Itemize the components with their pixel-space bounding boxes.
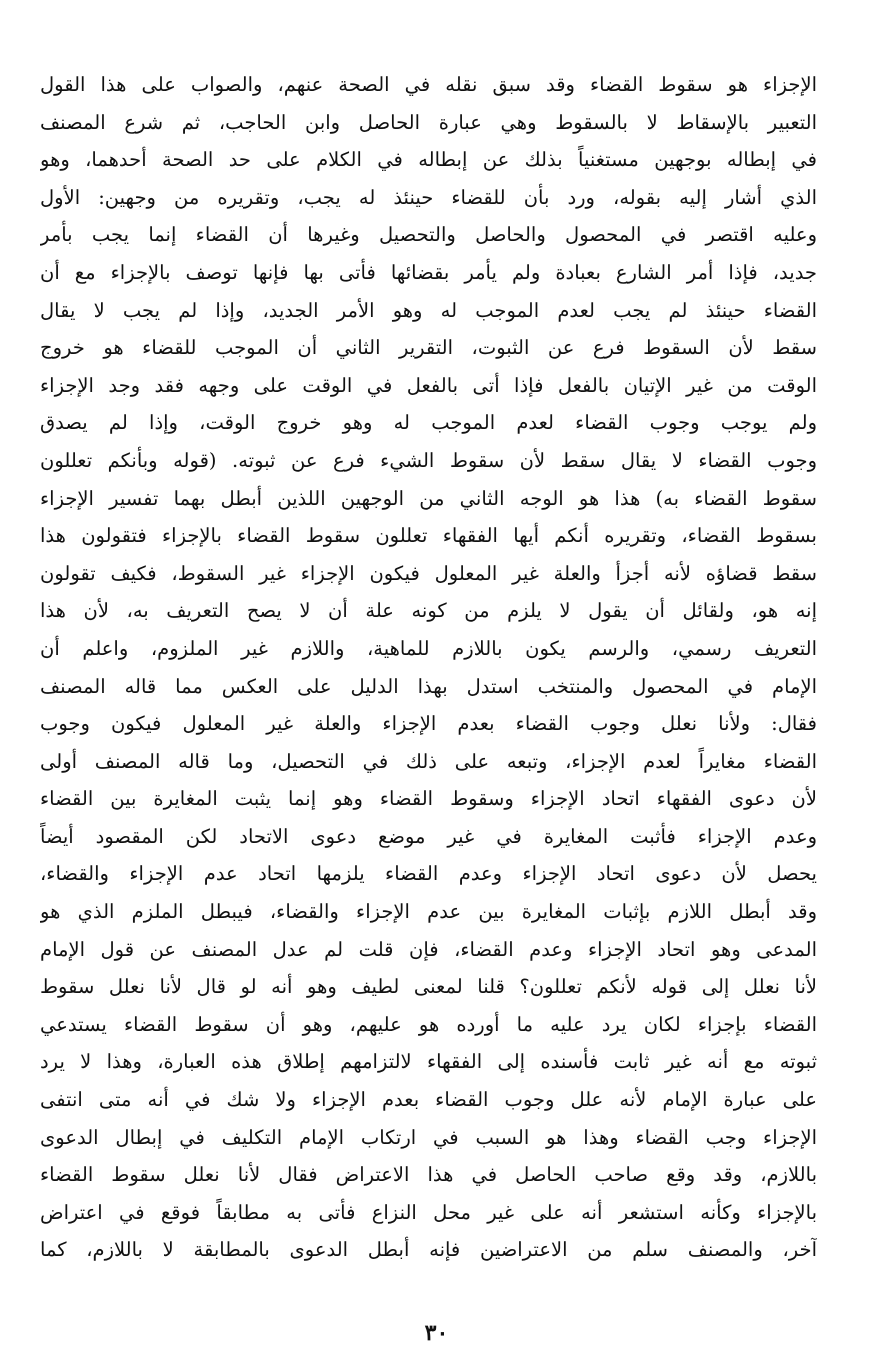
text-line: الإجزاء وجب القضاء وهذا هو السبب في ارتكاب الإمام التكليف في إبطال الدعوى (40, 1125, 817, 1149)
text-line: يحصل لأن دعوى اتحاد الإجزاء وعدم القضاء يلزمها اتحاد عدم الإجزاء والقضاء، (40, 862, 817, 886)
page-body (40, 66, 817, 1269)
text-line: إنه هو، ولقائل أن يقول لا يلزم من كونه علة أن لا يصح التعريف به، لأن هذا (40, 599, 817, 623)
text-line: سقط قضاؤه لأنه أجزأ والعلة غير المعلول فيكون الإجزاء غير السقوط، فكيف تقولون (40, 561, 817, 585)
text-line: وقد أبطل اللازم بإثبات المغايرة بين عدم الإجزاء والقضاء، فيبطل الملزم الذي هو (40, 900, 817, 924)
text-line: المدعى وهو اتحاد الإجزاء وعدم القضاء، فإن قلت لم عدل المصنف عن قول الإمام (40, 937, 817, 961)
text-line: على عبارة الإمام لأنه علل وجوب القضاء بعدم الإجزاء ولا شك في أنه متى انتفى (40, 1088, 817, 1112)
text-line: جديد، فإذا أمر الشارع بعبادة ولم يأمر بقضائها فأتى بها فإنها توصف بالإجزاء مع أن (40, 260, 817, 284)
text-line: في إبطاله بوجهين مستغنياً بذلك عن إبطاله في الكلام على حد الصحة أحدهما، وهو (40, 148, 817, 172)
page-number: ٣٠ (424, 1320, 449, 1346)
text-line: آخر، والمصنف سلم من الاعتراضين فإنه أبطل الدعوى بالمطابقة لا باللازم، كما (40, 1238, 817, 1262)
text-line: ثبوته مع أنه غير ثابت فأسنده إلى الفقهاء لالتزامهم إطلاق هذه العبارة، وهذا لا يرد (40, 1050, 817, 1074)
text-line: القضاء مغايراً لعدم الإجزاء، وتبعه على ذلك في التحصيل، وما قاله المصنف أولى (40, 749, 817, 773)
text-line: القضاء بإجزاء لكان يرد عليه ما أورده هو عليهم، وهو أن سقوط القضاء يستدعي (40, 1012, 817, 1036)
text-line: باللازم، وقد وقع صاحب الحاصل في هذا الاعتراض فقال لأنا نعلل سقوط القضاء (40, 1163, 817, 1187)
text-line: بالإجزاء وكأنه استشعر أنه على غير محل النزاع فأتى به مطابقاً فوقع في اعتراض (40, 1200, 817, 1224)
text-line: وجوب القضاء لا يقال سقط لأن سقوط الشيء فرع عن ثبوته. (قوله وبأنكم تعللون (40, 448, 817, 472)
text-line: التعبير بالإسقاط لا بالسقوط وهي عبارة الحاصل وابن الحاجب، ثم شرع المصنف (40, 110, 817, 134)
text-line: وعليه اقتصر في المحصول والحاصل والتحصيل وغيرها أن القضاء إنما يجب بأمر (40, 223, 817, 247)
text-line: القضاء حينئذ لم يجب لعدم الموجب له وهو الأمر الجديد، وإذا لم يجب لا يقال (40, 298, 817, 322)
text-line: سقوط القضاء به) هذا هو الوجه الثاني من الوجهين اللذين أبطل بهما تفسير الإجزاء (40, 486, 817, 510)
text-line: ولم يوجب وجوب القضاء لعدم الموجب له وهو خروج الوقت، وإذا لم يصدق (40, 411, 817, 435)
text-line: سقط لأن السقوط فرع عن الثبوت، التقرير الثاني أن الموجب للقضاء هو خروج (40, 336, 817, 360)
text-line: الإجزاء هو سقوط القضاء وقد سبق نقله في الصحة عنهم، والصواب على هذا القول (40, 73, 817, 96)
text-line: لأنا نعلل إلى قوله لأنكم تعللون؟ قلنا لمعنى لطيف وهو أنه لو قال لأنا نعلل سقوط (40, 975, 817, 999)
text-line: الإمام في المحصول والمنتخب استدل بهذا الدليل على العكس مما قاله المصنف (40, 674, 817, 698)
text-line: فقال: ولأنا نعلل وجوب القضاء بعدم الإجزاء والعلة غير المعلول فيكون وجوب (40, 712, 817, 736)
text-line: وعدم الإجزاء فأثبت المغايرة في غير موضع دعوى الاتحاد لكن المقصود أيضاً (40, 824, 817, 848)
text-line: بسقوط القضاء، وتقريره أنكم أيها الفقهاء تعللون سقوط القضاء بالإجزاء فتقولون هذا (40, 524, 817, 548)
text-line: التعريف رسمي، والرسم يكون باللازم للماهية، واللازم غير الملزوم، واعلم أن (40, 636, 817, 660)
text-line: الذي أشار إليه بقوله، ورد بأن للقضاء حينئذ له يجب، وتقريره من وجهين: الأول (40, 185, 817, 209)
text-line: لأن دعوى الفقهاء اتحاد الإجزاء وسقوط القضاء وهو إنما يثبت المغايرة بين القضاء (40, 787, 817, 811)
text-line: الوقت من غير الإتيان بالفعل فإذا أتى بالفعل في الوقت على وجهه فقد وجد الإجزاء (40, 373, 817, 397)
